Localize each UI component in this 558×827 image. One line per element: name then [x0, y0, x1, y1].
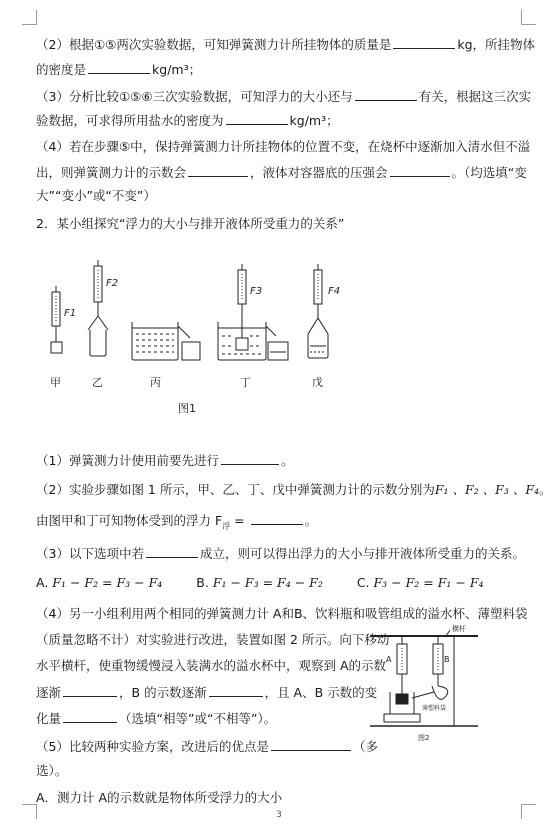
crop-mark-top-left: [22, 10, 37, 25]
prev-q-part2-line1: （2）根据①⑤两次实验数据，可知弹簧测力计所挂物体的质量是 kg，所挂物体: [36, 37, 536, 52]
prev-q-part4-line3: 大”“变小”或“不变”）: [36, 188, 156, 203]
panel-label: 丙: [150, 376, 161, 389]
prev-q-part4-line2: 出，则弹簧测力计的示数会 ，液体对容器底的压强会 。（均选填“变: [36, 165, 527, 180]
question-2-title: 2．某小组探究“浮力的大小与排开液体所受重力的关系”: [36, 216, 345, 231]
panel-label: 戊: [312, 376, 323, 389]
answer-blank[interactable]: [355, 88, 417, 101]
panel-label: 乙: [92, 376, 103, 389]
figure-caption: 图2: [418, 734, 430, 742]
spring-scale-wu: [308, 264, 328, 358]
option-a[interactable]: A. F₁ − F₂ = F₃ − F₄: [36, 575, 163, 590]
q2-part4-line3: 水平横杆，使重物缓慢浸入装满水的溢水杯中，观察到 A的示数: [36, 658, 387, 673]
q2-part5-line1: （5）比较两种实验方案，改进后的优点是 （多: [36, 739, 378, 754]
force-label: F2: [106, 278, 119, 289]
prev-q-part3-line1: （3）分析比较①⑤⑥三次实验数据，可知浮力的大小还与 有关，根据这三次实: [36, 89, 532, 104]
panel-label: 甲: [50, 376, 61, 389]
answer-blank[interactable]: [63, 710, 117, 723]
prev-q-part2-line2: 的密度是 kg/m³；: [36, 62, 202, 77]
q2-part5-option-a[interactable]: A．测力计 A的示数就是物体所受浮力的大小: [36, 790, 283, 805]
prev-q-part4-line1: （4）若在步骤⑤中，保持弹簧测力计所挂物体的位置不变，在烧杯中逐渐加入清水但不溢: [36, 139, 531, 154]
force-label: F4: [328, 286, 341, 297]
scale-a-label: A: [386, 655, 392, 664]
q2-part2-line2: 由图甲和丁可知物体受到的浮力 $F_浮$ = 。: [36, 513, 318, 531]
figure-1: [40, 258, 370, 422]
q2-part4-line1: （4）另一小组利用两个相同的弹簧测力计 A和B、饮料瓶和吸管组成的溢水杯、薄塑料袋: [36, 606, 528, 621]
prev-q-part3-line2: 验数据，可求得所用盐水的密度为 kg/m³；: [36, 113, 339, 128]
q2-part3: （3）以下选项中若 成立，则可以得出浮力的大小与排开液体所受重力的关系。: [36, 546, 525, 561]
force-label: F1: [64, 308, 77, 319]
spring-scale-a: [396, 636, 408, 704]
q2-part4-line2: （质量忽略不计）对实验进行改进，装置如图 2 所示。向下移动: [36, 632, 390, 647]
spring-scale-jia: [51, 286, 62, 353]
answer-blank[interactable]: [88, 61, 150, 74]
answer-blank[interactable]: [63, 684, 117, 697]
answer-blank[interactable]: [209, 684, 263, 697]
spring-scale-ding: [218, 264, 288, 360]
figure-2: [366, 622, 484, 744]
spring-scale-yi: [88, 260, 108, 356]
figure-caption: 图1: [178, 402, 196, 415]
answer-blank[interactable]: [226, 112, 288, 125]
q2-part5-line2: 选）。: [36, 763, 68, 778]
answer-blank[interactable]: [390, 164, 450, 177]
answer-blank[interactable]: [251, 512, 303, 525]
answer-blank[interactable]: [188, 164, 248, 177]
spring-scale-b: [432, 636, 448, 699]
answer-blank[interactable]: [393, 36, 455, 49]
q2-part4-line5: 化量 （选填“相等”或“不相等”）。: [36, 711, 277, 726]
panel-label: 丁: [240, 376, 251, 389]
crossbar-label: 横杆: [452, 625, 466, 633]
answer-blank[interactable]: [221, 452, 279, 465]
q2-part2-line1: （2）实验步骤如图 1 所示，甲、乙、丁、戊中弹簧测力计的示数分别为F₁ 、F₂ 、F₃ 、F₄。: [36, 482, 552, 497]
answer-blank[interactable]: [271, 738, 351, 751]
bag-label: 薄塑料袋: [422, 705, 447, 712]
crop-mark-top-right: [521, 10, 536, 25]
option-b[interactable]: B. F₁ − F₃ = F₄ − F₂: [196, 575, 323, 590]
scale-b-label: B: [444, 655, 450, 664]
q2-part4-line4: 逐渐 ，B 的示数逐渐 ，且 A、B 示数的变: [36, 685, 378, 700]
force-label: F3: [250, 286, 263, 297]
q2-part1: （1）弹簧测力计使用前要先进行 。: [36, 453, 294, 468]
q2-part3-options: [36, 575, 484, 591]
option-c[interactable]: C. F₃ − F₂ = F₁ − F₄: [356, 575, 484, 590]
page-number: 3: [276, 810, 282, 820]
overflow-cup-bing: [132, 322, 200, 360]
answer-blank[interactable]: [146, 545, 198, 558]
